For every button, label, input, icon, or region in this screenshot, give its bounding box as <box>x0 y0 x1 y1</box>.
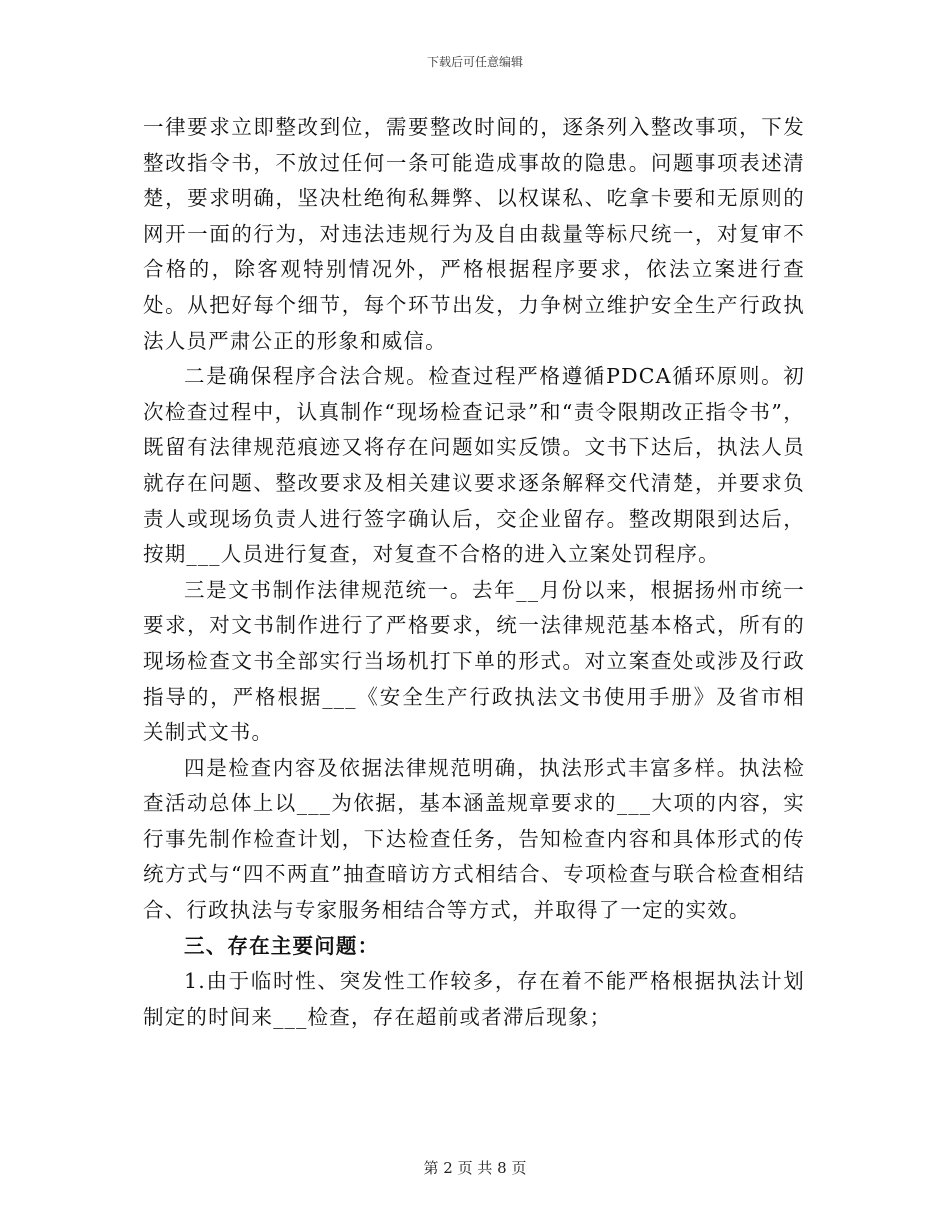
document-body <box>143 110 805 1035</box>
paragraph-document-standard: 三是文书制作法律规范统一。去年__月份以来，根据扬州市统一要求，对文书制作进行了严格要求，统一法律规范基本格式，所有的现场检查文书全部实行当场机打下单的形式。对立案查处或涉及行政指导的，严格根据___《安全生产行政执法文书使用手册》及省市相关制式文书。 <box>143 577 805 745</box>
section-heading-main-problems: 三、存在主要问题： <box>184 933 380 958</box>
page-number: 第 2 页 共 8 页 <box>423 1159 527 1177</box>
page-header: 下载后可任意编辑 <box>426 55 523 69</box>
paragraph-continuation: 一律要求立即整改到位，需要整改时间的，逐条列入整改事项，下发整改指令书，不放过任何一条可能造成事故的隐患。问题事项表述清楚，要求明确，坚决杜绝徇私舞弊、以权谋私、吃拿卡要和无原则的网开一面的行为，对违法违规行为及自由裁量等标尺统一，对复审不合格的，除客观特别情况外，严格根据程序要求，依法立案进行查处。从把好每个细节，每个环节出发，力争树立维护安全生产行政执法人员严肃公正的形象和威信。 <box>143 115 805 353</box>
list-item-problem-1: 1.由于临时性、突发性工作较多，存在着不能严格根据执法计划制定的时间来___检查，存在超前或者滞后现象； <box>143 969 805 1029</box>
paragraph-inspection-content: 四是检查内容及依据法律规范明确，执法形式丰富多样。执法检查活动总体上以___为依据，基本涵盖规章要求的___大项的内容，实行事先制作检查计划，下达检查任务，告知检查内容和具体形式的传统方式与“四不两直”抽查暗访方式相结合、专项检查与联合检查相结合、行政执法与专家服务相结合等方式，并取得了一定的实效。 <box>143 755 805 923</box>
paragraph-procedure-compliance: 二是确保程序合法合规。检查过程严格遵循PDCA循环原则。初次检查过程中，认真制作“现场检查记录”和“责令限期改正指令书”，既留有法律规范痕迹又将存在问题如实反馈。文书下达后，执法人员就存在问题、整改要求及相关建议要求逐条解释交代清楚，并要求负责人或现场负责人进行签字确认后，交企业留存。整改期限到达后，按期___人员进行复查，对复查不合格的进入立案处罚程序。 <box>143 364 805 567</box>
